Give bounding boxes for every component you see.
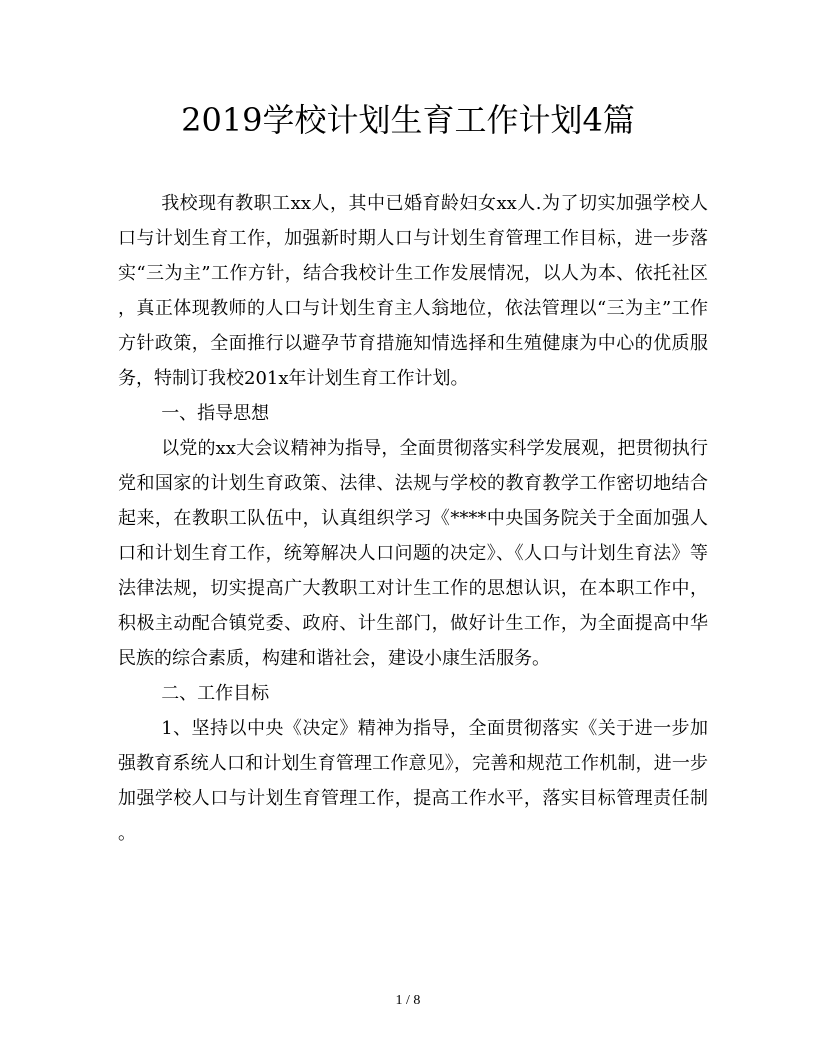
section-heading-guiding-thought: 一、指导思想 <box>161 403 270 424</box>
guiding-thought-paragraph: 以党的xx大会议精神为指导，全面贯彻落实科学发展观，把贯彻执行党和国家的计划生育政策、法律、法规与学校的教育教学工作密切地结合起来，在教职工队伍中，认真组织学习《****中央国务院关于全面加强人口和计划生育工作，统筹解决人口问题的决定》、《人口与计划生育法》等法律法规，切实提高广大教职工对计生工作的思想认识，在本职工作中，积极主动配合镇党委、政府、计生部门，做好计生工作，为全面提高中华民族的综合素质，构建和谐社会，建设小康生活服务。 <box>118 438 708 669</box>
document-title: 2019学校计划生育工作计划4篇 <box>181 101 635 139</box>
intro-paragraph: 我校现有教职工xx人，其中已婚育龄妇女xx人.为了切实加强学校人口与计划生育工作，加强新时期人口与计划生育管理工作目标，进一步落实“三为主”工作方针，结合我校计生工作发展情况，以人为本、依托社区，真正体现教师的人口与计划生育主人翁地位，依法管理以“三为主”工作方针政策，全面推行以避孕节育措施知情选择和生殖健康为中心的优质服务，特制订我校201x年计划生育工作计划。 <box>118 193 708 389</box>
work-goal-item-1: 1、坚持以中央《决定》精神为指导，全面贯彻落实《关于进一步加强教育系统人口和计划生育管理工作意见》，完善和规范工作机制，进一步加强学校人口与计划生育管理工作，提高工作水平，落实目标管理责任制。 <box>118 718 708 844</box>
document-body <box>118 186 708 851</box>
page-number: 1 / 8 <box>395 993 421 1008</box>
section-heading-work-goals: 二、工作目标 <box>161 683 270 704</box>
